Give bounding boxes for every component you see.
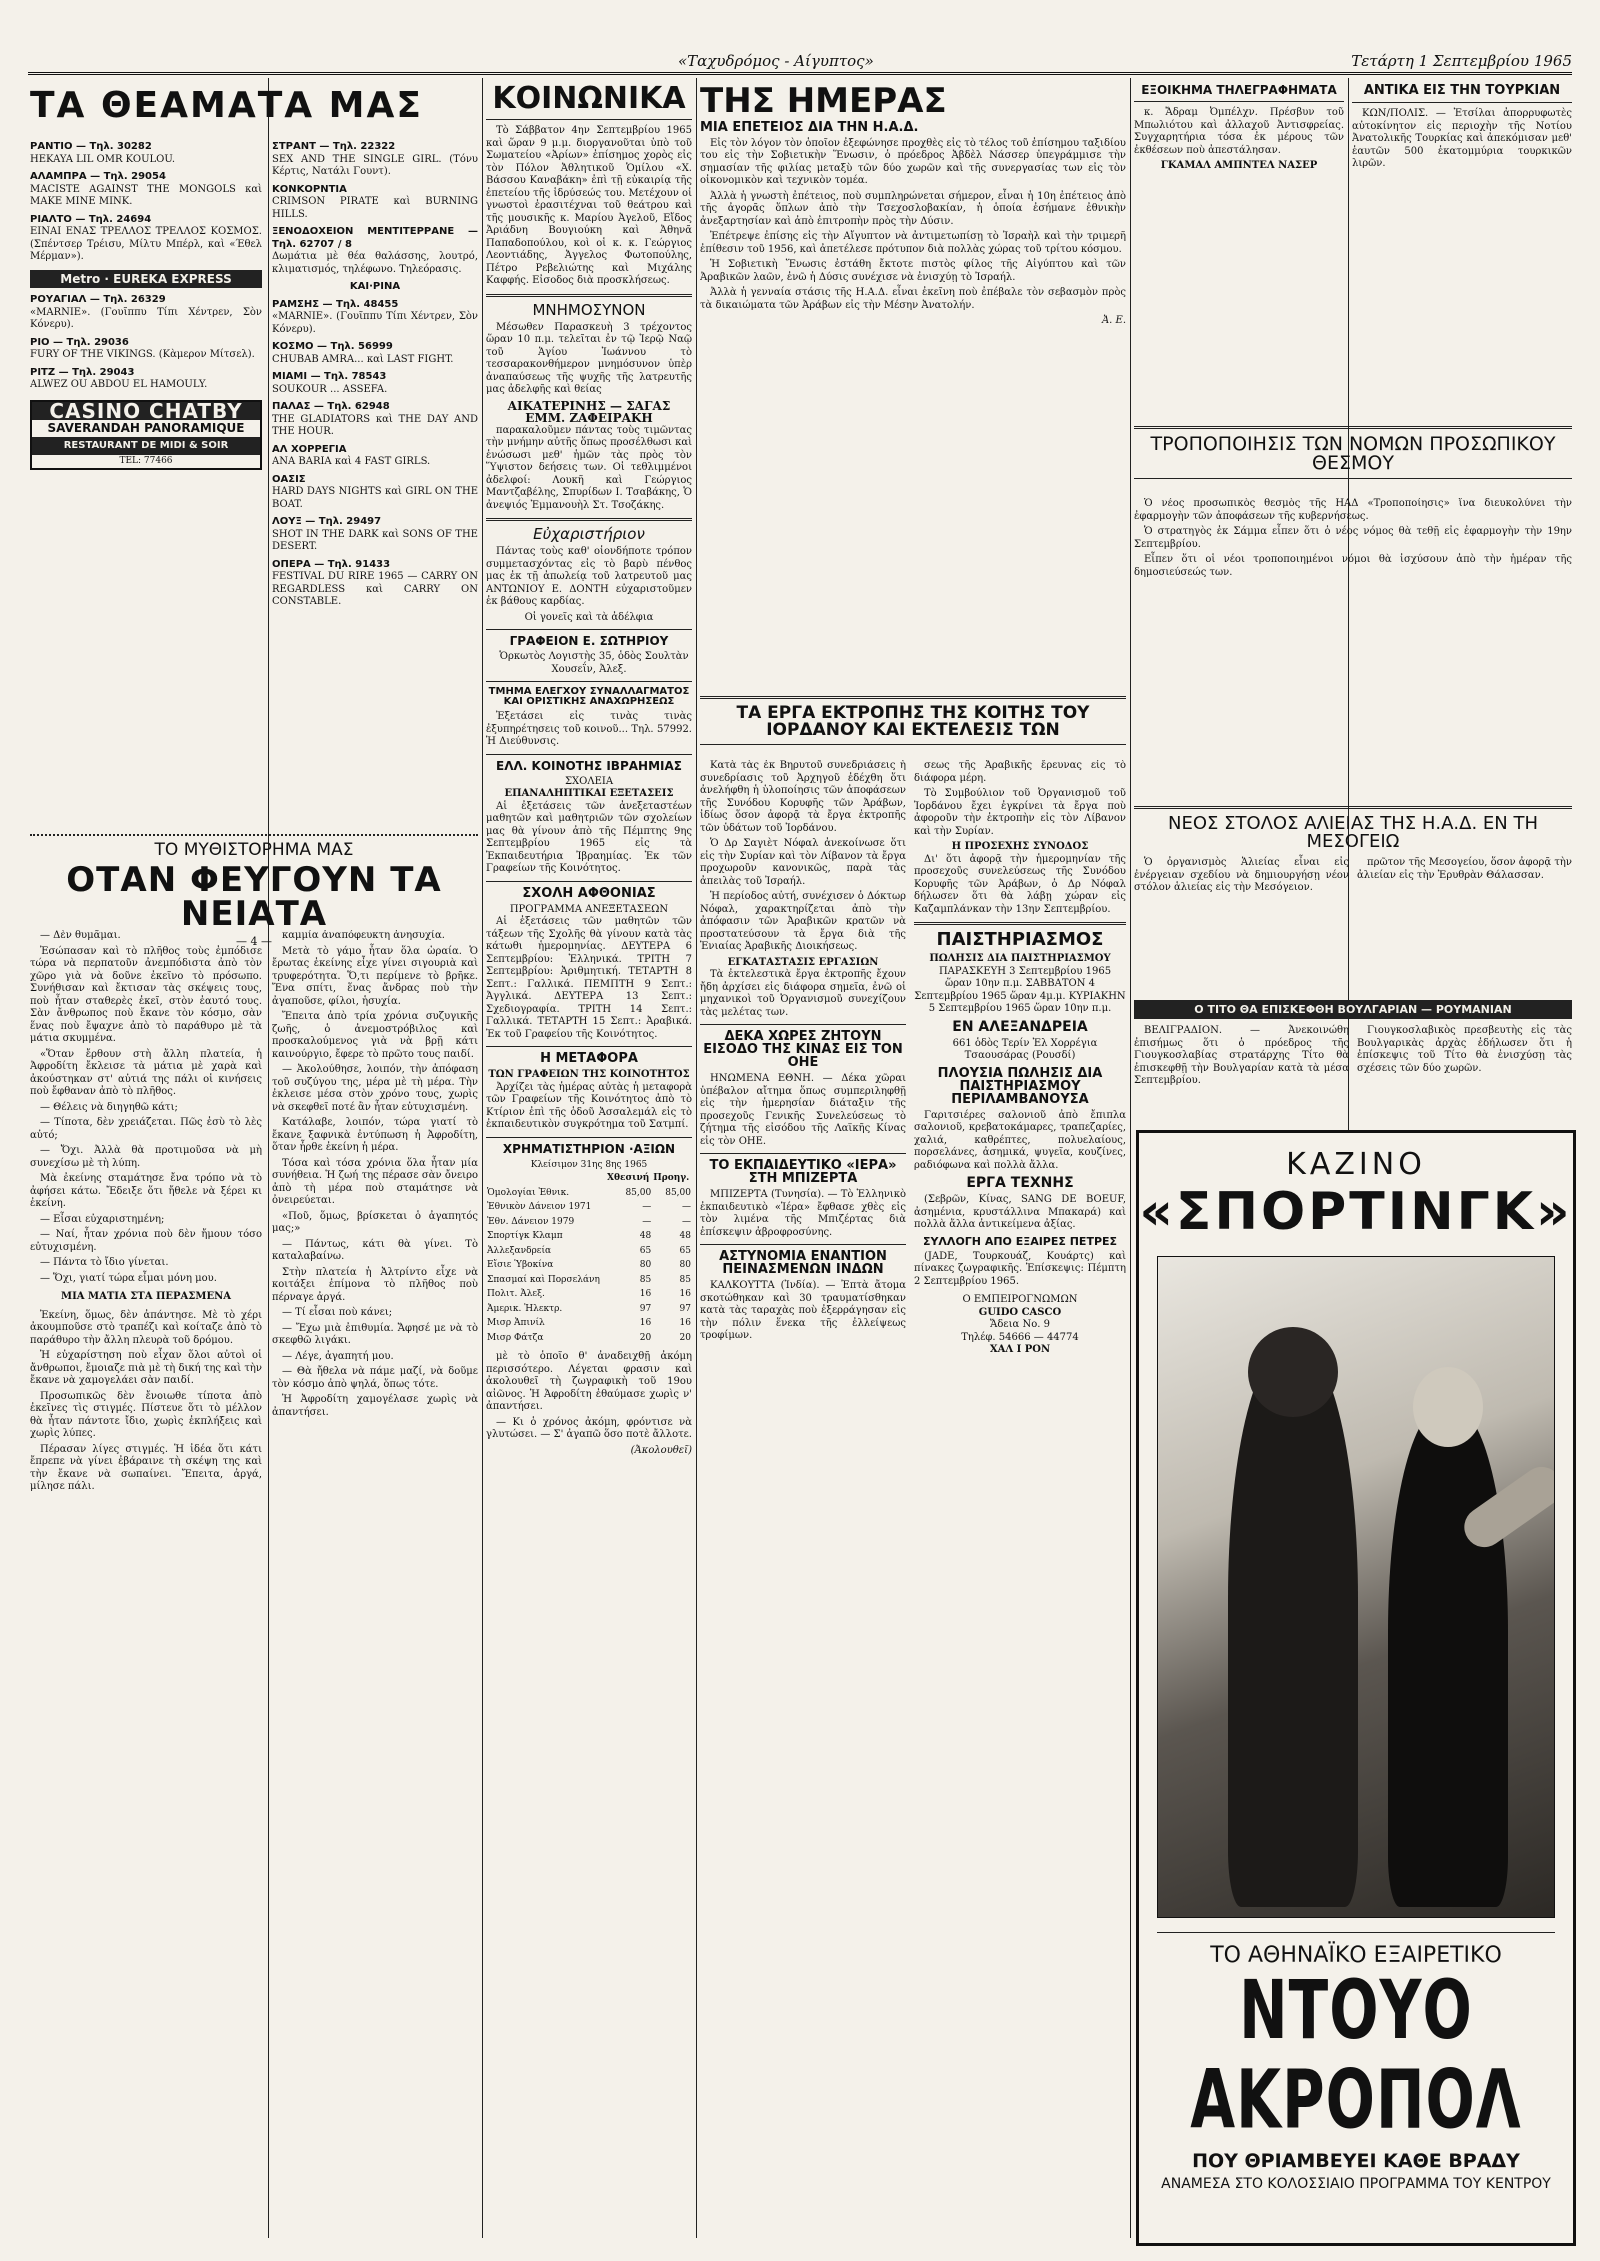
divider (1134, 101, 1344, 102)
divider (1134, 806, 1572, 809)
fleet-text: Ὁ ὀργανισμὸς Ἁλιείας εἶναι εἰς ἐνέργειαν σχεδίου νὰ δημιουργήσῃ νέον στόλον ἁλιείας εἰς τὴν Μεσόγειον. (1134, 857, 1349, 893)
table-row (486, 1258, 692, 1273)
cinema-film: FURY OF THE VIKINGS. (Κὰμερον Μίτσελ). (30, 349, 255, 360)
cinema-name: ΑΛΑΜΠΡΑ — Τηλ. 29054 (30, 171, 166, 182)
fleet-text-row (1134, 857, 1572, 898)
masthead-newspaper-name: «Ταχυδρόμος - Αίγυπτος» (678, 52, 874, 70)
continued-label: (Ἀκολουθεῖ) (630, 1444, 692, 1456)
cinema-listing (30, 294, 262, 332)
divider (486, 881, 692, 882)
law-headline: ΤΡΟΠΟΠΟΙΗΣΙΣ ΤΩΝ ΝΟΜΩΝ ΠΡΟΣΩΠΙΚΟΥ ΘΕΣΜΟΥ (1150, 433, 1556, 474)
novel-continuation: — Κι ὁ χρόνος ἀκόμη, φρόντισε νὰ γλυτώσει. — Σ' ἀγαπῶ ὅσο ποτὲ ἄλλοτε. (486, 1416, 692, 1440)
china-text: ΗΝΩΜΕΝΑ ΕΘΝΗ. — Δέκα χῶραι ὑπέβαλον αἴτημα ὅπως συμπεριληφθῇ εἰς τὴν ἡμερησίαν διάταξιν τῆς προσεχοῦς Γενικῆς Συνελεύσεως τὸ ζήτημα τῆς εἰσόδου τῆς Λαϊκῆς Κίνας εἰς τὸν ΟΗΕ. (700, 1073, 906, 1147)
memorial-text: Μέσωθεν Παρασκευὴ 3 τρέχοντος ὥραν 10 π.μ. τελεῖται ἐν τῷ Ἱερῷ Ναῷ τοῦ Ἁγίου Ἰωάννου τὸ τεσσαρακονθήμερον μνημόσυνον ὑπὲρ ἀναπαύσεως τῆς ψυχῆς τῆς λατρευτῆς μας ἀδελφῆς καὶ θείας (486, 321, 692, 395)
memorial-text: παρακαλοῦμεν πάντας τοὺς τιμῶντας τὴν μνήμην αὐτῆς ὅπως προσέλθωσι καὶ ἑνώσωσι μεθ' ἡμῶν τὰς πρὸς τὸν Ὕψιστον δεήσεις των. Οἱ τεθλιμμένοι ἀδελφοί: Λουκῆ καὶ Γεώργιος Μαντζαβέλης, Σπυρίδων Ι. Τσαβάκης, Ὁ ἀνεψιός Ἐμμανουὴλ Στ. Τσοζάκης. (486, 424, 692, 511)
cinema-name: ΛΟΥΞ — Τηλ. 29497 (272, 516, 382, 527)
stock-value: 97 (679, 1303, 691, 1314)
novel-paragraph: — Τίποτα, δὲν χρειάζεται. Πῶς ἐσὺ τὸ λὲς αὐτό; (30, 1117, 262, 1141)
cinema-name: ΣΤΡΑΝΤ — Τηλ. 22322 (272, 141, 396, 152)
novel-paragraph: Ἐκείνη, ὅμως, δὲν ἀπάντησε. Μὲ τὸ χέρι ἀκουμποῦσε στὸ τραπέζι καὶ κοίταζε ἀπὸ τὸ παράθυρο τὴν ἄλλη πλευρὰ τοῦ δρόμου. (30, 1309, 262, 1346)
stock-value: 85 (639, 1274, 652, 1285)
cinema-name: ΠΑΛΑΣ — Τηλ. 62948 (272, 401, 390, 412)
stock-value: 80 (679, 1260, 691, 1270)
divider (486, 518, 692, 521)
telegram-sign: ΓΚΑΜΑΛ ΑΜΠΝΤΕΛ ΝΑΣΕΡ (1160, 160, 1318, 171)
expert-label: Ο ΕΜΠΕΙΡΟΓΝΩΜΩΝ (962, 1294, 1078, 1305)
social-column (486, 80, 692, 2250)
editorial-subtitle: ΜΙΑ ΕΠΕΤΕΙΟΣ ΔΙΑ ΤΗΝ Η.Α.Δ. (700, 120, 919, 135)
editorial-paragraph: Ἐπέτρεψε ἐπίσης εἰς τὴν Αἴγυπτον νὰ ἀντιμετωπίσῃ τὸ Ἰσραὴλ καὶ τὴν τριμερῆ ἐπίθεσιν τοῦ 1956, καὶ ἀπετέλεσε πρότυπον διὰ πολλὰς χώρας τοῦ τρίτου κόσμου. (700, 231, 1126, 255)
cinema-film: FESTIVAL DU RIRE 1965 — CARRY ON REGARDLESS καὶ CARRY ON CONSTABLE. (272, 571, 478, 607)
office-ad-text: Ὁρκωτὸς Λογιστὴς 35, ὁδὸς Σουλτὰν Χουσεΐν, Ἀλεξ. (499, 651, 689, 675)
jordan-headline-block (700, 690, 1126, 750)
stock-name: Μισρ Φάτζα (487, 1332, 544, 1343)
jordan-paragraph: σεως τῆς Ἀραβικῆς ἔρευνας εἰς τὸ διάφορα μέρη. (914, 760, 1126, 784)
stock-value: 85,00 (625, 1187, 652, 1198)
thanks-title: Εὐχαριστήριον (533, 525, 645, 543)
stock-value: 48 (679, 1231, 691, 1241)
expert-city: ΧΑΛ Ι ΡΟΝ (989, 1344, 1051, 1355)
novel-paragraph: Μετὰ τὸ γάμο ἦταν ὅλα ὡραία. Ὁ ἔρωτας ἐκείνης εἶχε γίνει σιγουριὰ καὶ τρυφερότητα. Ὅ,τι περίμενε τὸ βρῆκε. Ἔνα σπίτι, ἕνας ἄνδρας ποὺ τὴν ἀγαποῦσε, φίλοι, ἡσυχία. (272, 945, 478, 1007)
cinema-film: ALWEZ OU ABDOU EL HAMOULY. (30, 379, 208, 390)
cinema-name: ΡΙΑΛΤΟ — Τηλ. 24694 (30, 213, 152, 225)
auction-column (914, 760, 1126, 2250)
china-headline: ΔΕΚΑ ΧΩΡΕΣ ΖΗΤΟΥΝ ΕΙΣΟΔΟ ΤΗΣ ΚΙΝΑΣ ΕΙΣ ΤΟΝ ΟΗΕ (703, 1029, 903, 1070)
thanks-text: Πάντας τοὺς καθ' οἱονδήποτε τρόπον συμμετασχόντας εἰς τὸ βαρὺ πένθος μας ἐκ τῇ ἀπωλείᾳ τοῦ λατρευτοῦ μας ΑΝΤΩΝΙΟΥ Ε. ΔΟΝΤΗ εὐχαριστοῦμεν ἐκ βάθους καρδίας. (486, 546, 692, 607)
novel-paragraph: Πέρασαν λίγες στιγμές. Ἡ ἰδέα ὅτι κάτι ἔπρεπε νὰ γίνει ἐβάραινε τὴ σκέψη της καὶ τὴν ἔκανε νὰ σωπαίνει. Ἔπειτα, ἀργά, μίλησε πάλι. (30, 1443, 262, 1492)
divider (1134, 426, 1572, 429)
novel-continuation: μὲ τὸ ὁποῖο θ' ἀναδειχθῇ ἀκόμη περισσότερο. Λέγεται φρασιν καὶ ἀκολουθεῖ τὴ ζωγραφικὴ τοῦ 19ου αἰῶνος. Ἡ Ἀφροδίτη ἐθαύμασε χωρὶς ν' ἀπαντήσει. (486, 1351, 692, 1412)
novel-paragraph: — Πάντως, κάτι θὰ γίνει. Τὸ καταλαβαίνω. (272, 1238, 478, 1262)
novel-paragraph: Ἐσώπασαν καὶ τὸ πλῆθος τοὺς ἐμπόδισε τώρα νὰ περπατοῦν ἀνεμπόδιστα ἀπὸ τὸν χῶρο γιὰ νὰ δοῦνε ἐκεῖνο τὸ πρόσωπο. Συνήθισαν καὶ ἔκτισαν τὰς σκέψεις τους, ποὺ ἦταν σταθερὲς ἐκεῖ, στὸν ἐαυτό τους. Σὰν ἄνθρωπος ποὺ ἔκανε τὸν κόσμο, σὰν ἕνας ποὺ ἔψαχνε ἀπὸ τὸ παράθυρο μὲ τὰ μάτια σκυμμένα. (30, 945, 262, 1044)
novel-paragraph: — Ναί, ἦταν χρόνια ποὺ δὲν ἤμουν τόσο εὐτυχισμένη. (30, 1229, 262, 1253)
art-title: ΕΡΓΑ ΤΕΧΝΗΣ (966, 1175, 1074, 1191)
divider (914, 922, 1126, 925)
auction-dates: ΠΑΡΑΣΚΕΥΗ 3 Σεπτεμβρίου 1965 ὥραν 10ην π.μ. ΣΑΒΒΑΤΟΝ 4 Σεπτεμβρίου 1965 ὥραν 4μ.μ. ΚΥΡΙΑΚΗΝ 5 Σεπτεμβρίου 1965 ὥραν 10ην π.μ. (914, 965, 1126, 1014)
novel-column-right (272, 930, 478, 2250)
stock-value: 85 (679, 1274, 691, 1285)
novel-paragraph: Ἔπειτα ἀπὸ τρία χρόνια συζυγικῆς ζωῆς, ὁ ἀνεμοστρόβιλος καὶ προσκαλούμενος γιὰ νὰ βρῇ κάτι καινούργιο, ἔφερε τὸ πρῶτο τους παιδί. (272, 1011, 478, 1060)
divider (700, 1024, 906, 1025)
column-rule (482, 78, 483, 2238)
novel-paragraph: — Ὅχι, γιατί τώρα εἶμαι μόνη μου. (40, 1272, 217, 1284)
novel-paragraph: — Θὰ ἤθελα νὰ πάμε μαζί, νὰ δοῦμε τὸν κόσμο ἀπὸ ψηλά, ὅπως τότε. (272, 1366, 478, 1390)
stock-value: — (682, 1216, 691, 1227)
sporting-casino-ad (1136, 1130, 1576, 2246)
stock-value: — (642, 1202, 652, 1212)
novel-paragraph: — Πάντα τὸ ἴδιο γίνεται. (40, 1257, 169, 1268)
cinema-listing (272, 184, 478, 222)
cinema-film: «MARNIE». (Γουῖππυ Τίπι Χέντρεν, Σὸν Κόνερυ). (30, 306, 262, 330)
cinema-name: ΡΙΤΖ — Τηλ. 29043 (30, 366, 135, 378)
stock-value: 16 (679, 1318, 691, 1328)
exchange-ad-title: ΤΜΗΜΑ ΕΛΕΓΧΟΥ ΣΥΝΑΛΛΑΓΜΑΤΟΣ ΚΑΙ ΟΡΙΣΤΙΚΗΣ ΑΝΑΧΩΡΗΣΕΩΣ (488, 686, 690, 707)
novel-column-left (30, 930, 262, 2250)
stock-value: 16 (639, 1318, 652, 1328)
novel-paragraph: «Ποῦ, ὅμως, βρίσκεται ὁ ἀγαπητός μας;» (272, 1210, 478, 1234)
stock-value: 20 (639, 1332, 652, 1343)
cinema-film: HEKAYA LIL OMR KOULOU. (30, 153, 176, 165)
cinema-name: ΡΑΜΣΗΣ — Τηλ. 48455 (272, 298, 399, 310)
casino-tagline: ΤΟ ΑΘΗΝΑΪΚΟ ΕΞΑΙΡΕΤΙΚΟ (1210, 1943, 1502, 1968)
editorial-paragraph: Ἡ Σοβιετικὴ Ἕνωσις ἐστάθη ἔκτοτε πιστὸς φίλος τῆς Αἰγύπτου καὶ τῶν Ἀραβικῶν λαῶν, ἐνῶ ἡ Δύσις συνέχισε νὰ ἐνισχύῃ τὸ Ἰσραήλ. (700, 259, 1126, 283)
cinema-name: ΚΟΣΜΟ — Τηλ. 56999 (272, 341, 393, 352)
stock-title: ΧΡΗΜΑΤΙΣΤΗΡΙΟΝ ·ΑΞΙΩΝ (502, 1141, 676, 1156)
novel-section-title: ΤΟ ΜΥΘΙΣΤΟΡΗΜΑ ΜΑΣ (154, 840, 354, 860)
performers-photo (1157, 1256, 1555, 1918)
cinema-film: ΕΙΝΑΙ ΕΝΑΣ ΤΡΕΛΛΟΣ ΤΡΕΛΛΟΣ ΚΟΣΜΟΣ. (Σπέντσερ Τρέισυ, Μίλτυ Μπέρλ, καὶ «Έθελ Μέρμαν»). (30, 226, 262, 262)
table-row (486, 1302, 692, 1317)
bizerte-text: ΜΠΙΖΕΡΤΑ (Τυνησία). — Τὸ Ἑλληνικὸ ἐκπαιδευτικὸ «Ἱέρα» ἔφθασε χθὲς εἰς τὸν λιμένα τῆς Μπιζέρτας διὰ ἐπίσκεψιν ἀβροφροσύνης. (700, 1189, 906, 1238)
hotel-desc: Δωμάτια μὲ θέα θαλάσσης, λουτρό, κλιματισμός, τηλέφωνο. Τηλεόρασις. (272, 251, 478, 275)
metro-ad: Metro · EUREKA EXPRESS (30, 270, 262, 289)
cinema-film: «MARNIE». (Γουῖππυ Τίπι Χέντρεν, Σὸν Κόνερυ). (272, 311, 478, 335)
editorial-title: ΤΗΣ ΗΜΕΡΑΣ (700, 81, 947, 121)
school-title: ΕΛΛ. ΚΟΙΝΟΤΗΣ ΙΒΡΑΗΜΙΑΣ (496, 758, 682, 773)
shows-column-right (272, 140, 478, 820)
stones-title: ΣΥΛΛΟΓΗ ΑΠΟ ΕΞΑΙΡΕΣ ΠΕΤΡΕΣ (922, 1234, 1118, 1248)
stock-value: — (642, 1216, 652, 1227)
table-row (486, 1316, 692, 1331)
expert-signature (914, 1294, 1126, 1357)
auction-title: ΠΑΙΣΤΗΡΙΑΣΜΟΣ (936, 929, 1104, 950)
jordan-column (700, 760, 906, 2250)
jordan-paragraph: Ἡ περίοδος αὐτή, συνέχισεν ὁ Δόκτωρ Νόφαλ, χαρακτηρίζεται ἀπὸ τὴν ἀπόφασιν τῶν Ἀραβικῶν κρατῶν νὰ προστατεύσουν τὰ ἔργα διὰ τῆς Ἑνιαίας Ἀραβικῆς Διοικήσεως. (700, 891, 906, 952)
table-row (486, 1200, 692, 1215)
shows-column-left (30, 140, 262, 820)
fleet-block (1134, 800, 1572, 898)
table-row (486, 1273, 692, 1288)
casino-label: ΚΑΖΙΝΟ (1286, 1147, 1426, 1182)
novel-title: ΟΤΑΝ ΦΕΥΓΟΥΝ ΤΑ ΝΕΙΑΤΑ (66, 860, 442, 934)
stock-table (486, 1171, 692, 1345)
dancer-head (1248, 1327, 1338, 1417)
table-row (486, 1186, 692, 1201)
novel-paragraph: καμμία ἀναπόφευκτη ἀνησυχία. (282, 930, 445, 941)
divider (486, 754, 692, 755)
divider (700, 696, 1126, 699)
fleet-headline: ΝΕΟΣ ΣΤΟΛΟΣ ΑΛΙΕΙΑΣ ΤΗΣ Η.Α.Δ. ΕΝ ΤΗ ΜΕΣΟΓΕΙΩ (1167, 813, 1538, 852)
divider (486, 294, 692, 297)
thanks-sign: Οἱ γονεῖς καὶ τὰ ἀδέλφια (524, 611, 654, 623)
casino-chatby-verandah: SAVERANDAH PANORAMIQUE (47, 421, 245, 435)
stock-value: 65 (679, 1245, 691, 1256)
cinema-film: SOUKOUR ... ASSEFA. (272, 383, 388, 395)
tito-headline: Ο ΤΙΤΟ ΘΑ ΕΠΙΣΚΕΦΘΗ ΒΟΥΛΓΑΡΙΑΝ — ΡΟΥΜΑΝΙΑΝ (1134, 1000, 1572, 1019)
bizerte-headline: ΤΟ ΕΚΠΑΙΔΕΥΤΙΚΟ «ΙΕΡΑ» ΣΤΗ ΜΠΙΖΕΡΤΑ (709, 1158, 897, 1186)
table-row (486, 1215, 692, 1230)
header-rule (28, 72, 1572, 75)
stock-name: Σπορτίγκ Κλαμπ (487, 1231, 563, 1241)
cinema-listing (30, 214, 262, 264)
cinema-name: ΑΛ ΧΟΡΡΕΓΙΑ (272, 443, 347, 455)
table-row (486, 1229, 692, 1244)
novel-paragraph: Τόσα καὶ τόσα χρόνια ὅλα ἦταν μία συνήθεια. Ἡ ζωή της πέρασε σὰν ὄνειρο ἀπὸ τὴ μέρα ποὺ σταμάτησε νὰ ὀνειρεύεται. (272, 1157, 478, 1206)
india-headline: ΑΣΤΥΝΟΜΙΑ ΕΝΑΝΤΙΟΝ ΠΕΙΝΑΣΜΕΝΩΝ ΙΝΔΩΝ (719, 1249, 887, 1277)
move-sub: ΤΩΝ ΓΡΑΦΕΙΩΝ ΤΗΣ ΚΟΙΝΟΤΗΤΟΣ (488, 1069, 690, 1080)
cinema-name: ΡΟΥΑΓΙΑΛ — Τηλ. 26329 (30, 294, 166, 305)
auction-place: ΕΝ ΑΛΕΞΑΝΔΡΕΙΑ (952, 1018, 1088, 1035)
social-paragraph: Τὸ Σάββατον 4ην Σεπτεμβρίου 1965 καὶ ὥραν 9 μ.μ. διοργανοῦται ὑπὸ τοῦ Σωματείου «Ἀρίων» ἐπίσημος χορὸς εἰς τὸν Πόλον Ἀθλητικοῦ Ὁμίλου «Χ. Βάσσου Καναβάκη» ἐπὶ τῇ εὐκαιρίᾳ τῆς ἐπετείου τῆς ἱδρύσεώς του. Μετέχουν οἱ γνωστοὶ ἐρασιτέχναι τοῦ θεάτρου καὶ τῆς μουσικῆς κ. Μαρίου Ἀγελοῦ, Εἴδος Ἀριάδνη Βουγιούκη καὶ Ἀθηνᾶ Παπαδοπούλου, κοὶ οἱ κ. κ. Γεώργιος Λεοντιάδης, Ἀγγελος Φωτοπούλης, Πέτρο Ρεβελιώτης καὶ Μιχάλης Καφφής. Εἰσοδος διὰ προσκλήσεως. (486, 125, 692, 286)
masthead-date: Τετάρτη 1 Σεπτεμβρίου 1965 (1351, 52, 1572, 70)
divider (700, 1244, 906, 1245)
guitarist-figure (1388, 1407, 1508, 1907)
divider (486, 1046, 692, 1047)
cinema-name: ΜΙΑΜΙ — Τηλ. 78543 (272, 371, 387, 382)
memorial-title: ΜΝΗΜΟΣΥΝΟΝ (532, 300, 646, 319)
column-rule (268, 78, 269, 2238)
cinema-listing (30, 337, 262, 362)
jordan-subheading: ΕΓΚΑΤΑΣΤΑΣΙΣ ΕΡΓΑΣΙΩΝ (727, 956, 879, 968)
cinema-listing (272, 299, 478, 337)
stock-date: Κλείσιμον 31ης 8ης 1965 (530, 1159, 648, 1170)
novel-paragraph: — Ἔχω μιὰ ἐπιθυμία. Ἄφησέ με νὰ τὸ σκεφθῶ λιγάκι. (272, 1322, 478, 1346)
guitarist-head (1413, 1367, 1483, 1447)
conference-text: Δι' ὅτι ἀφορᾷ τὴν ἡμερομηνίαν τῆς προσεχοῦς συνελεύσεως τῆς Συνόδου Κορυφῆς τῶν Ἀράβων, ὁ Δρ Νόφαλ δήλωσεν ὅτι θὰ λάβῃ χώραν εἰς Καζαμπλάνκαν τὴν 13ην Σεπτεμβρίου. (914, 853, 1126, 915)
dancer-figure (1228, 1347, 1358, 1907)
telegram-text: κ. Ἄδραμ Ὀμπέλχν. Πρέσβυν τοῦ Μπωλιότου καὶ ἀλλαχοῦ Ἀντισφρείας. Συγχαρητήρια τόσα ἐκ μέρους τῶν ἐκθέσεων ποὺ ἀπεστάλησαν. (1134, 107, 1344, 156)
divider (30, 834, 478, 836)
school2-sub: ΠΡΟΓΡΑΜΜΑ ΑΝΕΞΕΤΑΣΕΩΝ (509, 903, 669, 915)
art-text: (Σεβρῶν, Κίνας, SANG DE BOEUF, ἀσημένια, κρυστάλλινα Μπακαρά) καὶ πολλὰ ἄλλα ἀντικείμενα ἀξίας. (914, 1194, 1126, 1230)
casino-chatby-ad (30, 400, 262, 470)
fleet-text: πρῶτον τῆς Μεσογείου, ὅσον ἀφορᾷ τὴν ἀλιείαν εἰς τὴν Ἐρυθρὰν Θάλασσαν. (1357, 857, 1572, 881)
casino-program: ΑΝΑΜΕΣΑ ΣΤΟ ΚΟΛΟΣΣΙΑΙΟ ΠΡΟΓΡΑΜΜΑ ΤΟΥ ΚΕΝΤΡΟΥ (1161, 2175, 1551, 2192)
stock-value: 16 (639, 1289, 652, 1299)
novel-paragraph: — Δὲν θυμᾶμαι. (40, 930, 121, 941)
novel-paragraph: — Λέγε, ἀγαπητή μου. (282, 1350, 394, 1362)
cinema-listing (272, 341, 478, 366)
school2-title: ΣΧΟΛΗ ΑΦΘΟΝΙΑΣ (522, 885, 656, 901)
move-title: Η ΜΕΤΑΦΟΡΑ (540, 1051, 638, 1066)
novel-subheading: ΜΙΑ ΜΑΤΙΑ ΣΤΑ ΠΕΡΑΣΜΕΝΑ (61, 1291, 231, 1302)
jordan-paragraph: Ὁ Δρ Σαγιὲτ Νόφαλ ἀνεκοίνωσε ὅτι εἰς τὴν Συρίαν καὶ τὸν Λίβανον τὰ ἔργα προχωροῦν κανονικῶς, παρὰ τὰς ἀπειλὰς τοῦ Ἰσραήλ. (700, 838, 906, 887)
stock-value: 65 (639, 1245, 652, 1256)
jordan-paragraph: Τὸ Συμβούλιον τοῦ Ὀργανισμοῦ τοῦ Ἰορδάνου ἔχει ἐγκρίνει τὰ ἔργα ποὺ ἀφοροῦν τὴν ἐκτροπὴν εἰς τὸν Λίβανον καὶ τὴν Συρίαν. (914, 788, 1126, 837)
editorial-sign: Ἀ. Ε. (1101, 315, 1126, 326)
cinema-name: ΡΑΝΤΙΟ — Τηλ. 30282 (30, 141, 152, 152)
divider (486, 119, 692, 120)
jordan-paragraph: Κατὰ τὰς ἐκ Βηρυτοῦ συνεδριάσεις ἡ συνεδρίασις τοῦ Ἀρχηγοῦ ἐδέχθη ὅτι ἀνελήφθη ἡ ὑλοποίησις τῶν ἀποφάσεων τῆς Συνόδου Κορυφῆς τῶν Ἀράβων, ἰδίως ὅσον ἀφορᾷ τὰ ἔργα ἐκτροπῆς τῶν ὑδάτων τοῦ Ἰορδάνου. (700, 760, 906, 834)
cinema-listing (272, 559, 478, 609)
cinema-name: ΡΙΟ — Τηλ. 29036 (30, 336, 129, 348)
cinema-listing (272, 474, 478, 512)
section-label: ΚΑΙ·ΡΙΝΑ (349, 281, 401, 292)
law-paragraph: Εἶπεν ὅτι οἱ νέοι τροποποιημένοι νόμοι θὰ ἰσχύσουν ἀπὸ τὴν ἡμέραν τῆς δημοσιεύσεώς των. (1134, 554, 1572, 578)
casino-chatby-restaurant: RESTAURANT DE MIDI & SOIR (32, 437, 260, 456)
novel-paragraph: Προσωπικῶς δὲν ἔνοιωθε τίποτα ἀπὸ ἐκεῖνες τὶς στιγμές. Πίστευε ὅτι τὸ μέλλον θὰ ἦταν πάντοτε ἴδιο, χωρὶς ἐκπλήξεις καὶ χωρὶς λύπες. (30, 1390, 262, 1439)
stock-name: Εἴσιε Ὑβοκίνα (487, 1260, 554, 1270)
editorial-section (700, 80, 1126, 680)
novel-paragraph: — Εἶσαι εὐχαριστημένη; (40, 1213, 165, 1225)
conference-subheading: Η ΠΡΟΣΕΧΗΣ ΣΥΝΟΔΟΣ (951, 841, 1089, 852)
divider (486, 629, 692, 630)
stock-value: 20 (679, 1332, 691, 1343)
move-text: Ἀρχίζει τὰς ἡμέρας αὐτὰς ἡ μεταφορὰ τῶν Γραφείων τῆς Κοινότητος ἀπὸ τὸ Κτίριον ἐπὶ τῆς ὁδοῦ Ἀσσαλεμάλ εἰς τὸ ἐκπαιδευτικὸν συγκρότημα τοῦ Σατμπί. (486, 1081, 692, 1130)
novel-paragraph: — Ἀκολούθησε, λοιπόν, τὴν ἀπόφαση τοῦ συζύγου της, μέρα μὲ τὴ μέρα. Τὴν ἐκλεισε μέσα στὸν χρόνο τους, χωρὶς νὰ σκεφθεῖ ποτέ ἂν ἦταν εὐτυχισμένη. (272, 1064, 478, 1113)
cinema-listing (272, 371, 478, 396)
expert-license: Ἄδεια Νο. 9 (990, 1319, 1050, 1330)
cinema-film: SEX AND THE SINGLE GIRL. (Τόνυ Κέρτις, Νατάλι Γουντ). (272, 153, 478, 177)
column-rule (1130, 78, 1131, 2238)
casino-triumph: ΠΟΥ ΘΡΙΑΜΒΕΥΕΙ ΚΑΘΕ ΒΡΑΔΥ (1192, 2149, 1520, 2172)
cinema-film: THE GLADIATORS καὶ THE DAY AND THE HOUR. (272, 413, 478, 437)
casino-act-name: ΝΤΟΥΟ ΑΚΡΟΠΟΛ (1190, 1962, 1522, 2147)
stones-text: (JADE, Τουρκουάζ, Κουάρτς) καὶ πίνακες ζωγραφικῆς. Ἐπίσκεψις: Πέμπτη 2 Σεπτεμβρίου 1965. (914, 1250, 1126, 1287)
stock-value: 48 (639, 1231, 652, 1241)
expert-name: GUIDO CASCO (978, 1306, 1062, 1318)
table-row (486, 1331, 692, 1346)
cinema-film: CHUBAB AMRA... καὶ LAST FIGHT. (272, 353, 454, 365)
cinema-name: ΟΠΕΡΑ — Τηλ. 91433 (272, 558, 391, 570)
auction-address: 661 ὁδὸς Τερίν Ἐλ Χορρέγια Τσαουσάρας (Ρουσδί) (952, 1037, 1098, 1061)
cinema-film: HARD DAYS NIGHTS καὶ GIRL ON THE BOAT. (272, 486, 478, 510)
cinema-film: SHOT IN THE DARK καὶ SONS OF THE DESERT. (272, 528, 478, 552)
stock-name: Ἐθν. Δάνειον 1979 (487, 1216, 575, 1227)
table-row (486, 1244, 692, 1259)
novel-paragraph: Στὴν πλατεία ἡ Ἀλτρίντο εἶχε νὰ κοιτάξει ἐπίμονα τὸ πλῆθος ποὺ πέρναγε ἀργά. (272, 1266, 478, 1303)
expert-phone: Τηλέφ. 54666 — 44774 (961, 1331, 1079, 1343)
shows-title: ΤΑ ΘΕΑΜΑΤΑ ΜΑΣ (30, 85, 423, 126)
law-paragraph: Ὁ νέος προσωπικὸς θεσμὸς τῆς ΗΑΔ «Τροποποίησις» ἵνα διευκολύνει τὴν ἐφαρμογὴν τῶν ἀποφάσεων τῆς κυβερνήσεως. (1134, 498, 1572, 522)
cinema-name: ΟΑΣΙΣ (272, 473, 306, 485)
stock-value: 85,00 (665, 1187, 691, 1198)
school-sub2: ΕΠΑΝΑΛΗΠΤΙΚΑΙ ΕΞΕΤΑΣΕΙΣ (504, 788, 674, 799)
divider (486, 1137, 692, 1138)
stock-name: Ὁμολογίαι Ἐθνικ. (487, 1187, 570, 1198)
table-header-row: Χθεσινή Προηγ. (607, 1173, 690, 1183)
stock-name: Ἐθνικὸν Δάνειον 1971 (487, 1202, 592, 1212)
auction-subtitle: ΠΩΛΗΣΙΣ ΔΙΑ ΠΑΙΣΤΗΡΙΑΣΜΟΥ (929, 953, 1111, 964)
memorial-name: ΕΜΜ. ΖΑΦΕΙΡΑΚΗ (525, 411, 653, 425)
cinema-listing (272, 444, 478, 469)
exchange-ad-text: Ἐξετάσει εἰς τινὰς τινὰς ἐξυπηρέτησεις τοῦ κοινοῦ... Τηλ. 57992. Ἡ Διεύθυνσις. (486, 711, 692, 747)
turkey-text: ΚΩΝ/ΠΟΛΙΣ. — Ἐτσίλαι ἀπορρυφωτὲς αὐτοκίνητον εἰς περιοχὴν τῆς Νοτίου Ἀνατολικῆς Τουρκίας καὶ ἀπεκόμισαν μεθ' ἑαυτῶν 500 ἑκατομμύρια τουρκικῶν λιρῶν. (1352, 108, 1572, 169)
divider (1134, 478, 1572, 479)
stock-name: Πολιτ. Ἀλεξ. (487, 1289, 545, 1299)
india-text: ΚΑΛΚΟΥΤΤΑ (Ἰνδία). — Ἐπτὰ ἄτομα σκοτώθηκαν καὶ 30 τραυματίσθηκαν κατὰ τὰς ταραχὰς ποὺ ἐξερράγησαν εἰς τὴν πόλιν ἕνεκα τῆς ἐλλείψεως τροφίμων. (700, 1280, 906, 1341)
jordan-headline: ΤΑ ΕΡΓΑ ΕΚΤΡΟΠΗΣ ΤΗΣ ΚΟΙΤΗΣ ΤΟΥ ΙΟΡΔΑΝΟΥ ΚΑΙ ΕΚΤΕΛΕΣΙΣ ΤΩΝ (736, 703, 1090, 740)
cinema-film: CRIMSON PIRATE καὶ BURNING HILLS. (272, 196, 478, 220)
editorial-paragraph: Εἰς τὸν λόγον τὸν ὁποῖον ἐξεφώνησε προχθὲς εἰς τὸ τέλος τοῦ ἐπίσημου ταξιδίου του εἰς τὴν Σοβιετικὴν Ἕνωσιν, ὁ πρόεδρος Ἀβδὲλ Νάσσερ ὑπεγράμμισε τὴν σημασίαν τῆς φιλίας μεταξὺ τῶν δύο χωρῶν καὶ τῆς συνεργασίας των εἰς τὸν οἰκονομικὸν καὶ τεχνικὸν τομέα. (700, 137, 1126, 186)
stock-value: 80 (639, 1260, 652, 1270)
shows-section (30, 84, 478, 128)
cinema-name: ΚΟΝΚΟΡΝΤΙΑ (272, 183, 347, 195)
jordan-paragraph: Τὰ ἐκτελεστικὰ ἔργα ἐκτροπῆς ἔχουν ἤδη ἀρχίσει εἰς διάφορα σημεῖα, ἐνῶ οἱ μηχανικοὶ τοῦ Ὀργανισμοῦ συνεχίζουν τὰς μελέτας των. (700, 969, 906, 1018)
casino-name: «ΣΠΟΡΤΙΝΓΚ» (1139, 1182, 1573, 1242)
divider (700, 744, 1126, 745)
cinema-listing (272, 141, 478, 179)
cinema-film: ANA BARIA καὶ 4 FAST GIRLS. (272, 456, 431, 467)
social-title: ΚΟΙΝΩΝΙΚΑ (492, 81, 686, 116)
column-rule (696, 78, 697, 2238)
novel-paragraph: Ἡ Ἀφροδίτη χαμογέλασε χωρὶς νὰ ἀπαντήσει. (272, 1394, 478, 1418)
table-row (486, 1287, 692, 1302)
novel-installment: — 4 — (236, 935, 272, 948)
tito-text: Γιουγκοσλαβικὸς πρεσβευτὴς εἰς τὰς Βουλγαρικὰς ἀρχὰς ἐδήλωσεν ὅτι ἡ ἐπίσκεψις τοῦ Τίτο θὰ ἐνισχύσῃ τὰς σχέσεις τῶν δύο χωρῶν. (1357, 1025, 1572, 1074)
turkey-section (1352, 80, 1572, 420)
stock-name: Ἀλλεξανδρεία (487, 1245, 552, 1256)
cinema-film: MACISTE AGAINST THE MONGOLS καὶ MAKE MINE MINK. (30, 183, 262, 207)
telegram-title: ΕΞΟΙΚΗΜΑ ΤΗΛΕΓΡΑΦΗΜΑΤΑ (1141, 83, 1337, 97)
cinema-listing (272, 401, 478, 439)
sale-title: ΠΛΟΥΣΙΑ ΠΩΛΗΣΙΣ ΔΙΑ ΠΑΙΣΤΗΡΙΑΣΜΟΥ ΠΕΡΙΛΑΜΒΑΝΟΥΣΑ (937, 1065, 1103, 1107)
stock-value: — (682, 1202, 691, 1212)
editorial-paragraph: Ἀλλὰ ἡ γενναία στάσις τῆς Η.Α.Δ. εἶναι ἐκεῖνη ποὺ ἐπέβαλε τὸν σεβασμὸν πρὸς τὰ δικαιώματα τῶν Ἀράβων εἰς τὴν Μέσην Ἀνατολήν. (700, 287, 1126, 311)
school2-text: Αἱ ἐξετάσεις τῶν μαθητῶν τῶν τάξεων τῆς Σχολῆς θὰ γίνουν κατὰ τὰς κάτωθι ἡμερομηνίας. ΔΕΥΤΕΡΑ 6 Σεπτεμβρίου: Ἑλληνικά. ΤΡΙΤΗ 7 Σεπτεμβρίου: Ἀριθμητική. ΤΕΤΑΡΤΗ 8 Σεπτ.: Γαλλικά. ΠΕΜΠΤΗ 9 Σεπτ.: Ἀγγλικά. ΔΕΥΤΕΡΑ 13 Σεπτ.: Σχεδιογραφία. ΤΡΙΤΗ 14 Σεπτ.: Γαλλικά. ΤΕΤΑΡΤΗ 15 Σεπτ.: Ἀραβικά. Ἐκ τοῦ Γραφείου τῆς Κοινότητος. (486, 916, 692, 1040)
office-ad-title: ΓΡΑΦΕΙΟΝ Ε. ΣΩΤΗΡΙΟΥ (509, 634, 669, 648)
stock-value: 16 (679, 1289, 691, 1299)
novel-paragraph: — Τί εἶσαι ποὺ κάνει; (282, 1307, 393, 1318)
turkey-title: ΑΝΤΙΚΑ ΕΙΣ ΤΗΝ ΤΟΥΡΚΙΑΝ (1363, 83, 1561, 98)
stock-name: Ἀμερικ. Ἠλεκτρ. (487, 1303, 563, 1314)
novel-paragraph: «Ὅταν ἔρθουν στὴ ἄλλη πλατεία, ἡ Ἀφροδίτη ἔκλεισε τὰ μάτια μὲ χαρὰ καὶ ἀκούστηκαν στ' αὐτιά της πάλι οἱ κινήσεις ποὺ ἔφθαναν ἀπὸ τὸ πλῆθος. (30, 1048, 262, 1097)
hotel-name: ΞΕΝΟΔΟΧΕΙΟΝ ΜΕΝΤΙΤΕΡΡΑΝΕ — Τηλ. 62707 / 8 (272, 226, 478, 250)
divider (486, 681, 692, 682)
cinema-listing (30, 171, 262, 209)
casino-chatby-tel: TEL: 77466 (119, 456, 173, 466)
novel-paragraph: — Θέλεις νὰ διηγηθῶ κάτι; (40, 1101, 178, 1113)
tito-text-row (1134, 1025, 1572, 1091)
editorial-paragraph: Ἀλλὰ ἡ γνωστὴ ἐπέτειος, ποὺ συμπληρώνεται σήμερον, εἶναι ἡ 10η ἐπέτειος ἀπὸ τῆς ἀγορᾶς ὅπλων ἀπὸ τὴν Τσεχοσλοβακίαν, ἡ ὁποία ἐσήμανε ἐθνικὴν ἀνεξαρτησίαν καὶ ἀπὸ ἐπιτροπὴν πρὸς τὴν Δύσιν. (700, 190, 1126, 227)
stock-name: Σπασμαί καὶ Πορσελάνη (487, 1274, 600, 1285)
novel-paragraph: — Ὄχι. Ἀλλὰ θὰ προτιμοῦσα νὰ μὴ συνεχίσω μὲ τὴ λύπη. (30, 1145, 262, 1169)
school-text: Αἱ ἐξετάσεις τῶν ἀνεξεταστέων μαθητῶν καὶ μαθητριῶν τῶν σχολείων μας θὰ γίνουν ἀπὸ τῆς Πέμπτης 9ης Σεπτεμβρίου 1965 εἰς τὰ Ἐκπαιδευτήρια Ἰβραημίας. Ἐκ τῶν Γραφείων τῆς Κοινότητος. (486, 800, 692, 874)
novel-paragraph: Ἡ εὐχαρίστηση ποὺ εἶχαν ὅλοι αὐτοὶ οἱ ἄνθρωποι, ἔμοιαζε πιὰ μὲ τὴ δική της καὶ τὴν ἔκανε νὰ χαμογελάει σὰν παιδί. (30, 1350, 262, 1386)
law-paragraph: Ὁ στρατηγὸς ἐκ Σάμμα εἶπεν ὅτι ὁ νέος νόμος θὰ τεθῇ εἰς ἐφαρμογὴν τὴν 19ην Σεπτεμβρίου. (1134, 526, 1572, 550)
memorial-name: ΑΙΚΑΤΕΡΙΝΗΣ — ΣΑΓΑΣ (507, 398, 671, 413)
cinema-listing (30, 367, 262, 392)
hotel-listing (272, 226, 478, 276)
stock-name: Μισρ Ἀπινίλ (487, 1318, 545, 1328)
tito-text: ΒΕΛΙΓΡΑΔΙΟΝ. — Ἀνεκοινώθη ἐπισήμως ὅτι ὁ πρόεδρος τῆς Γιουγκοσλαβίας στρατάρχης Τίτο θὰ ἐπισκεφθῇ τὴν Βουλγαρίαν κατὰ τὰ μέσα Σεπτεμβρίου. (1134, 1025, 1349, 1086)
divider (1157, 1932, 1555, 1933)
novel-paragraph: Μὰ ἐκείνης σταμάτησε ἔνα τρόπο νὰ τὸ ἀφήσει κάτω. Ἔδειξε ὅτι ἤθελε νὰ ξέρει κι ἐκείνη. (30, 1173, 262, 1209)
casino-chatby-name: CASINO CHATBY (32, 402, 260, 421)
cinema-listing (272, 516, 478, 554)
law-text (1134, 498, 1572, 798)
school-sub: ΣΧΟΛΕΙΑ (564, 775, 614, 787)
tito-block (1134, 1000, 1572, 1091)
divider (700, 1153, 906, 1154)
cinema-listing (30, 141, 262, 166)
stock-value: 97 (639, 1303, 652, 1314)
divider (1352, 102, 1572, 103)
novel-paragraph: Κατάλαβε, λοιπόν, τώρα γιατί τὸ ἔκανε ξαφνικὰ ἐντύπωση ἡ Ἀφροδίτη, ὅταν ἦρθε ἐκείνη ἡ μέρα. (272, 1117, 478, 1153)
sale-text: Γαριτσιέρες σαλονιοῦ ἀπὸ ἔπιπλα σαλονιοῦ, κρεβατοκάμαρες, τραπεζαρίες, χαλιά, καθρέπτες, πολυελαίους, πορσελάνες, ἀσημικά, ψυγεῖα, κουζίνες, ραδιόφωνα καὶ πολλὰ ἄλλα. (914, 1109, 1126, 1171)
law-headline-block (1134, 420, 1572, 484)
